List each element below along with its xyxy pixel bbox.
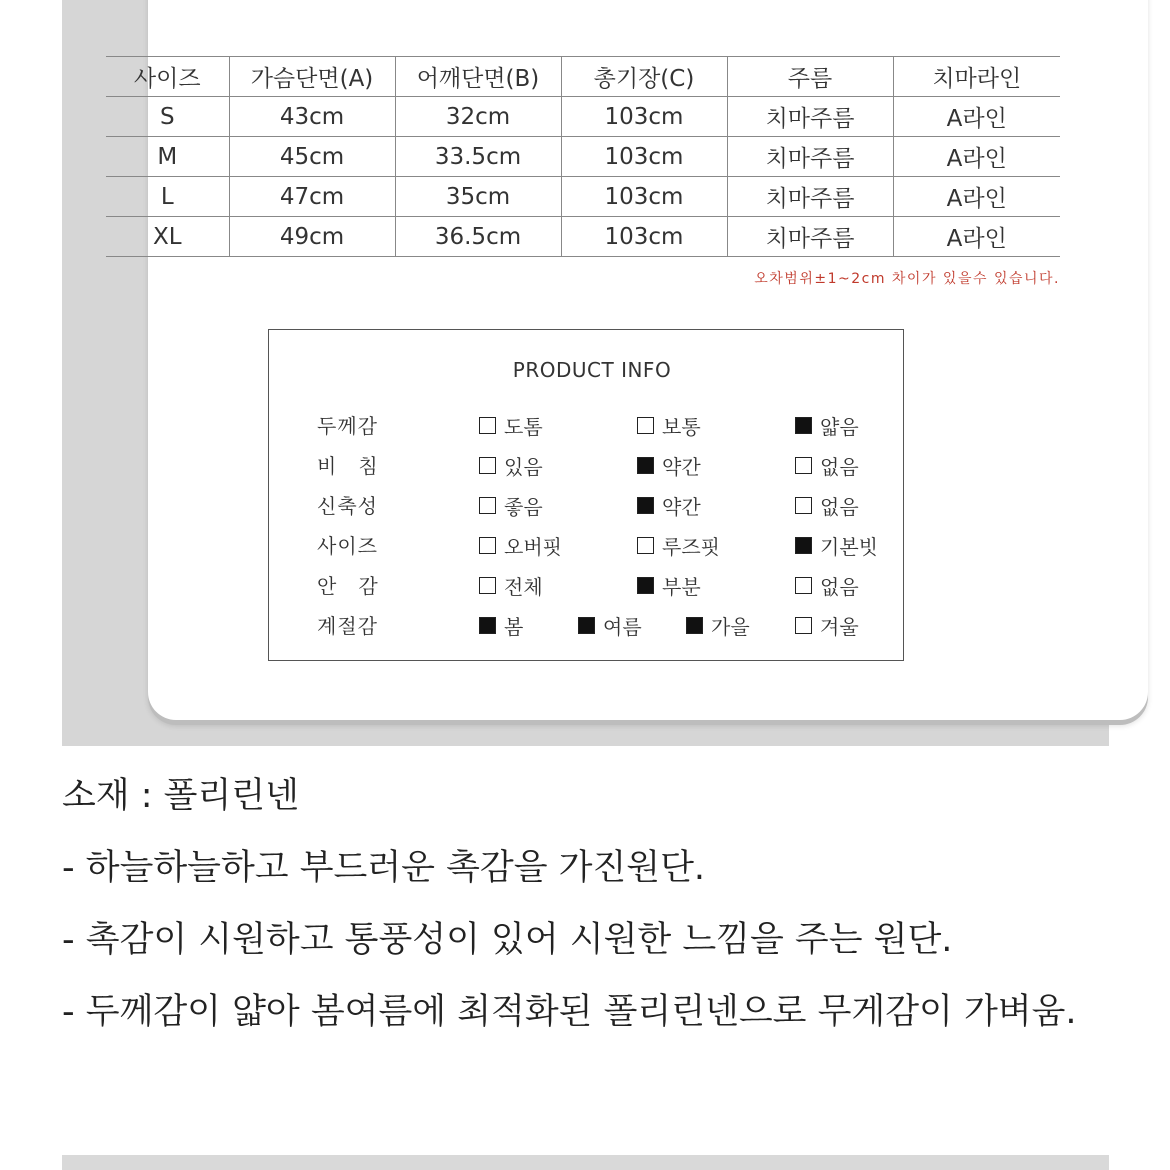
checkbox-icon: [795, 617, 812, 634]
material-description: [62, 760, 1102, 1048]
table-cell: 103cm: [561, 137, 727, 177]
table-row: [106, 217, 1060, 257]
table-cell: A라인: [893, 137, 1060, 177]
product-info-box: [268, 329, 904, 661]
option-item: [479, 570, 543, 600]
table-cell: 49cm: [229, 217, 395, 257]
option-label: 전체: [504, 574, 543, 599]
table-cell: A라인: [893, 217, 1060, 257]
option-label: 보통: [662, 414, 701, 439]
info-row-thickness: [269, 410, 903, 440]
table-cell: S: [106, 97, 229, 137]
table-cell: 33.5cm: [395, 137, 561, 177]
header-size: 사이즈: [106, 57, 229, 97]
checkbox-icon: [637, 537, 654, 554]
option-item: [637, 490, 701, 520]
info-row-transparency: [269, 450, 903, 480]
checkbox-checked-icon: [795, 417, 812, 434]
table-cell: 치마주름: [727, 97, 893, 137]
option-item: [795, 450, 859, 480]
option-item: [795, 610, 859, 640]
info-row-label: 계절감: [317, 614, 378, 638]
option-item: [795, 530, 878, 560]
table-cell: 치마주름: [727, 137, 893, 177]
table-cell: 103cm: [561, 97, 727, 137]
info-row-lining: [269, 570, 903, 600]
option-item: [795, 410, 859, 440]
table-cell: M: [106, 137, 229, 177]
checkbox-checked-icon: [637, 577, 654, 594]
option-item: [795, 490, 859, 520]
option-label: 얇음: [820, 414, 859, 439]
checkbox-icon: [479, 537, 496, 554]
header-pleat: 주름: [727, 57, 893, 97]
checkbox-checked-icon: [479, 617, 496, 634]
option-label: 오버핏: [504, 534, 562, 559]
option-item: [637, 530, 720, 560]
table-cell: 치마주름: [727, 177, 893, 217]
header-chest: 가슴단면(A): [229, 57, 395, 97]
header-shoulder: 어깨단면(B): [395, 57, 561, 97]
option-item: [578, 610, 642, 640]
info-row-stretch: [269, 490, 903, 520]
info-row-label: 두께감: [317, 414, 378, 438]
option-label: 있음: [504, 454, 543, 479]
table-cell: 36.5cm: [395, 217, 561, 257]
option-item: [479, 530, 562, 560]
option-label: 없음: [820, 454, 859, 479]
option-label: 없음: [820, 494, 859, 519]
table-cell: 32cm: [395, 97, 561, 137]
option-label: 겨울: [820, 614, 859, 639]
table-cell: 47cm: [229, 177, 395, 217]
header-skirt-line: 치마라인: [893, 57, 1060, 97]
option-item: [479, 450, 543, 480]
table-row: [106, 97, 1060, 137]
option-label: 기본빗: [820, 534, 878, 559]
checkbox-icon: [479, 457, 496, 474]
table-cell: XL: [106, 217, 229, 257]
option-item: [686, 610, 750, 640]
table-cell: 103cm: [561, 217, 727, 257]
checkbox-checked-icon: [686, 617, 703, 634]
option-item: [479, 410, 543, 440]
option-label: 좋음: [504, 494, 543, 519]
product-info-title: PRODUCT INFO: [512, 358, 672, 382]
info-row-fit: [269, 530, 903, 560]
checkbox-icon: [479, 497, 496, 514]
info-row-label: 신축성: [317, 494, 378, 518]
checkbox-icon: [637, 417, 654, 434]
option-label: 약간: [662, 454, 701, 479]
table-cell: L: [106, 177, 229, 217]
option-label: 봄: [504, 614, 524, 639]
size-table: [106, 56, 1060, 257]
material-line: - 하늘하늘하고 부드러운 촉감을 가진원단.: [62, 848, 706, 888]
table-cell: 45cm: [229, 137, 395, 177]
checkbox-icon: [795, 457, 812, 474]
material-line: - 촉감이 시원하고 통풍성이 있어 시원한 느낌을 주는 원단.: [62, 920, 953, 960]
table-row: [106, 177, 1060, 217]
table-cell: 43cm: [229, 97, 395, 137]
checkbox-icon: [479, 417, 496, 434]
option-label: 부분: [662, 574, 701, 599]
material-line: - 두께감이 얇아 봄여름에 최적화된 폴리린넨으로 무게감이 가벼움.: [62, 992, 1077, 1032]
info-row-label: 안 감: [317, 574, 379, 598]
info-row-label: 비 침: [317, 454, 379, 478]
option-label: 여름: [603, 614, 642, 639]
material-title: 소재 : 폴리린넨: [62, 776, 299, 816]
option-label: 없음: [820, 574, 859, 599]
option-item: [795, 570, 859, 600]
table-cell: A라인: [893, 177, 1060, 217]
table-row: [106, 137, 1060, 177]
checkbox-checked-icon: [637, 457, 654, 474]
checkbox-checked-icon: [795, 537, 812, 554]
info-row-season: [269, 610, 903, 640]
option-label: 도톰: [504, 414, 543, 439]
option-item: [637, 450, 701, 480]
option-item: [637, 570, 701, 600]
option-label: 가을: [711, 614, 750, 639]
checkbox-checked-icon: [637, 497, 654, 514]
checkbox-icon: [795, 577, 812, 594]
info-row-label: 사이즈: [317, 534, 378, 558]
tolerance-note: 오차범위±1~2cm 차이가 있을수 있습니다.: [754, 271, 1060, 287]
option-item: [479, 610, 523, 640]
size-table-header-row: [106, 57, 1060, 97]
table-cell: 35cm: [395, 177, 561, 217]
header-length: 총기장(C): [561, 57, 727, 97]
checkbox-icon: [795, 497, 812, 514]
table-cell: 103cm: [561, 177, 727, 217]
checkbox-icon: [479, 577, 496, 594]
option-label: 루즈핏: [662, 534, 720, 559]
table-cell: A라인: [893, 97, 1060, 137]
option-item: [479, 490, 543, 520]
option-label: 약간: [662, 494, 701, 519]
next-image-edge: [62, 1155, 1109, 1170]
table-cell: 치마주름: [727, 217, 893, 257]
option-item: [637, 410, 701, 440]
checkbox-checked-icon: [578, 617, 595, 634]
